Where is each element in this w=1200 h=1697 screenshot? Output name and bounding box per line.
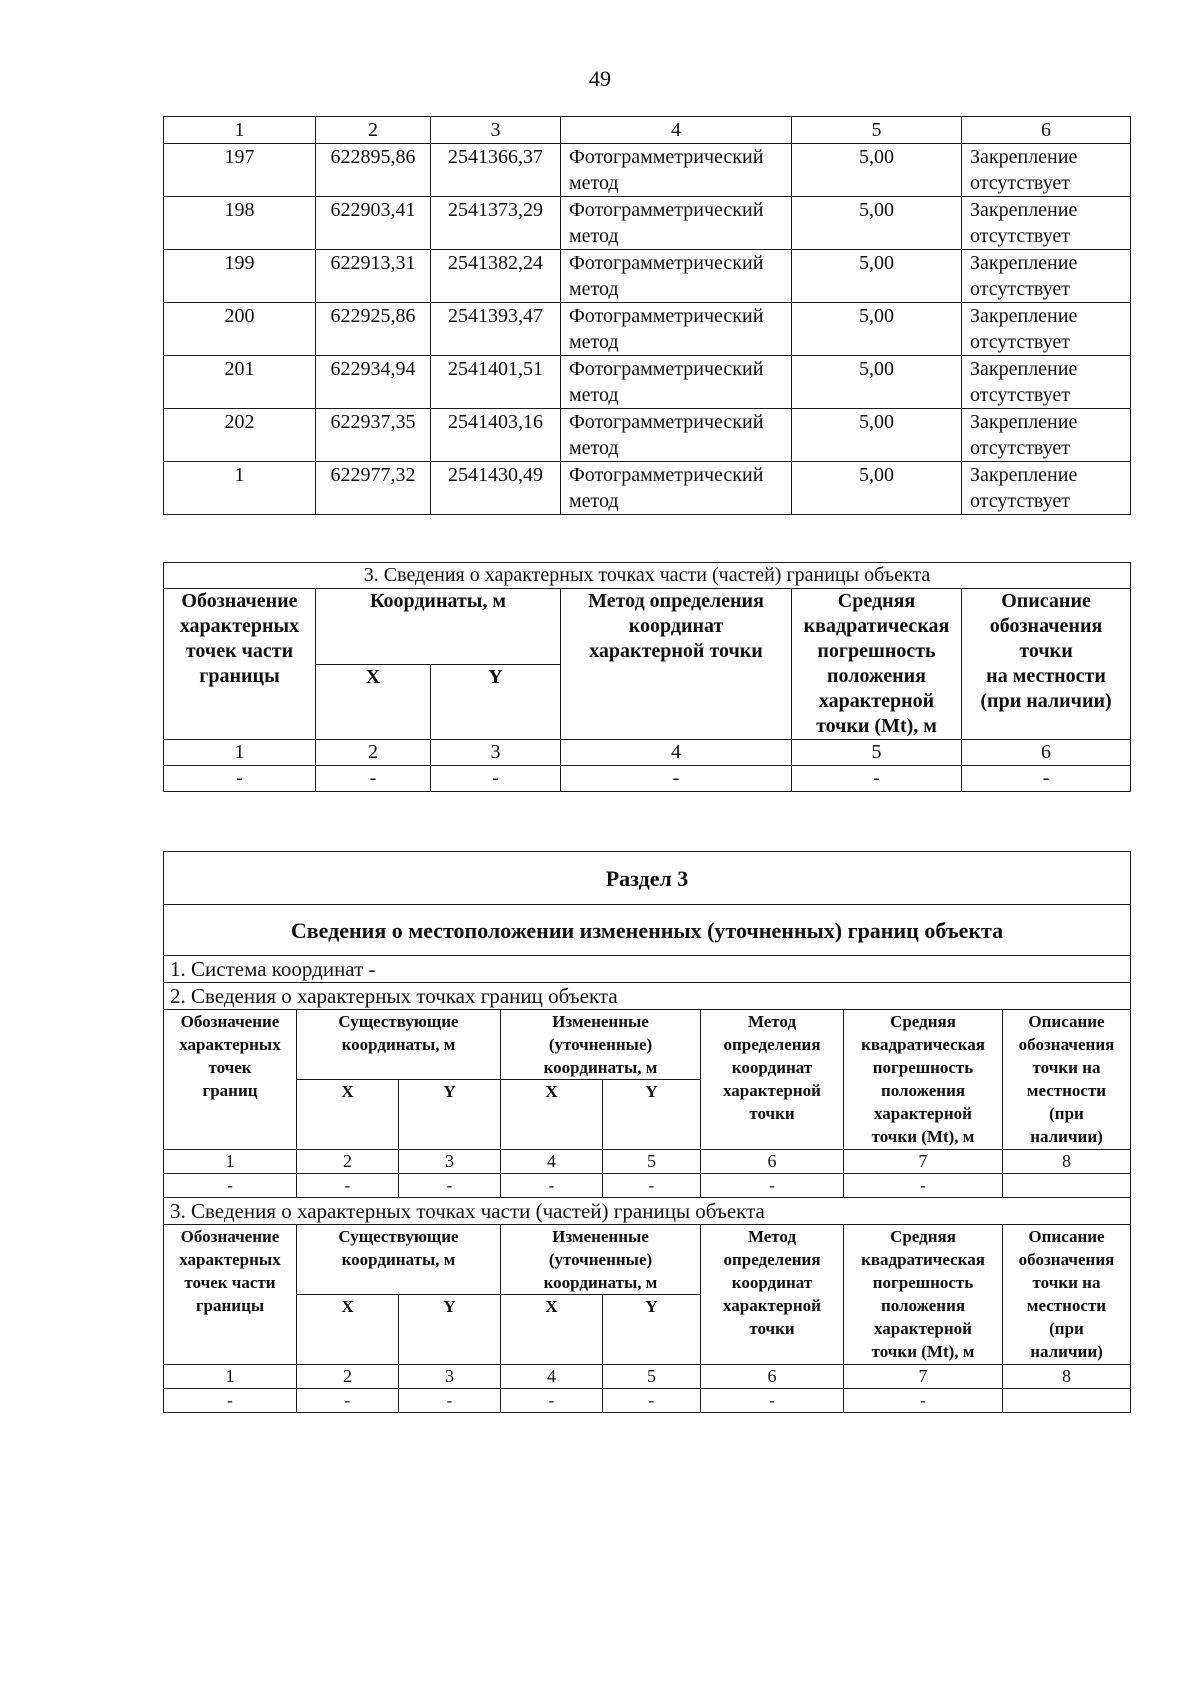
- x-coordinate-cell: 622913,31: [316, 250, 431, 303]
- col-header-description: Описание обозначения точки на местности (при наличии): [962, 589, 1131, 740]
- col-number: 6: [701, 1150, 844, 1174]
- table-cell: -: [792, 766, 962, 792]
- col-number-2: 2: [316, 117, 431, 144]
- table-cell: -: [164, 766, 316, 792]
- col-number: 7: [844, 1365, 1003, 1389]
- x-coordinate-cell: 622895,86: [316, 144, 431, 197]
- col-number-3: 3: [431, 117, 561, 144]
- table-cell: -: [431, 766, 561, 792]
- subsection-3-title: 3. Сведения о характерных точках части (частей) границы объекта: [164, 1198, 1131, 1225]
- table-row: [164, 356, 1131, 409]
- table-cell: -: [297, 1174, 399, 1198]
- table-row: [164, 303, 1131, 356]
- col-header-method: Метод определения координат характерной точки: [701, 1225, 844, 1365]
- points-table: [163, 116, 1131, 515]
- method-cell: Фотограмметрический метод: [561, 462, 792, 515]
- table-row: [164, 197, 1131, 250]
- table-row: [164, 1389, 1131, 1413]
- col-number: 5: [603, 1150, 701, 1174]
- table-cell: -: [399, 1389, 501, 1413]
- col-header-designation: Обозначение характерных точек части границы: [164, 589, 316, 740]
- table-cell: -: [962, 766, 1131, 792]
- method-cell: Фотограмметрический метод: [561, 144, 792, 197]
- page-number: 49: [589, 66, 611, 91]
- y-coordinate-cell: 2541366,37: [431, 144, 561, 197]
- method-cell: Фотограмметрический метод: [561, 409, 792, 462]
- error-cell: 5,00: [792, 462, 962, 515]
- description-cell: Закрепление отсутствует: [962, 144, 1131, 197]
- col-number-6: 6: [962, 117, 1131, 144]
- table-cell: -: [501, 1389, 603, 1413]
- col-header-x: X: [316, 664, 431, 740]
- point-id-cell: 201: [164, 356, 316, 409]
- point-id-cell: 197: [164, 144, 316, 197]
- description-cell: Закрепление отсутствует: [962, 409, 1131, 462]
- table-title: 3. Сведения о характерных точках части (частей) границы объекта: [164, 563, 1131, 589]
- col-number: 5: [792, 740, 962, 766]
- col-number: 3: [399, 1150, 501, 1174]
- part-boundary-table: [163, 562, 1131, 792]
- col-number: 3: [399, 1365, 501, 1389]
- col-number: 8: [1003, 1365, 1131, 1389]
- col-header-existing-coords: Существующие координаты, м: [297, 1225, 501, 1295]
- x-coordinate-cell: 622934,94: [316, 356, 431, 409]
- col-header-description: Описание обозначения точки на местности (при наличии): [1003, 1010, 1131, 1150]
- y-coordinate-cell: 2541373,29: [431, 197, 561, 250]
- col-header-designation: Обозначение характерных точек границ: [164, 1010, 297, 1150]
- table-cell: -: [844, 1389, 1003, 1413]
- col-number: 5: [603, 1365, 701, 1389]
- col-number: 1: [164, 1365, 297, 1389]
- method-cell: Фотограмметрический метод: [561, 197, 792, 250]
- method-cell: Фотограмметрический метод: [561, 250, 792, 303]
- col-number: 4: [501, 1150, 603, 1174]
- point-id-cell: 200: [164, 303, 316, 356]
- col-header-x: X: [501, 1080, 603, 1150]
- table-cell: -: [501, 1174, 603, 1198]
- table-cell: -: [164, 1174, 297, 1198]
- table-cell: -: [701, 1174, 844, 1198]
- coordinate-system-line: 1. Система координат -: [164, 956, 1131, 983]
- col-number: 6: [962, 740, 1131, 766]
- col-number: 2: [297, 1365, 399, 1389]
- col-number: 1: [164, 1150, 297, 1174]
- x-coordinate-cell: 622903,41: [316, 197, 431, 250]
- table-cell: [1003, 1389, 1131, 1413]
- method-cell: Фотограмметрический метод: [561, 303, 792, 356]
- section-subtitle: Сведения о местоположении измененных (уточненных) границ объекта: [164, 905, 1131, 956]
- col-header-existing-coords: Существующие координаты, м: [297, 1010, 501, 1080]
- y-coordinate-cell: 2541430,49: [431, 462, 561, 515]
- description-cell: Закрепление отсутствует: [962, 462, 1131, 515]
- table-numbers-row: [164, 1150, 1131, 1174]
- col-header-x: X: [297, 1295, 399, 1365]
- table-header-numbers-row: [164, 117, 1131, 144]
- error-cell: 5,00: [792, 144, 962, 197]
- col-header-description: Описание обозначения точки на местности (при наличии): [1003, 1225, 1131, 1365]
- col-header-changed-coords: Измененные (уточненные) координаты, м: [501, 1225, 701, 1295]
- point-id-cell: 199: [164, 250, 316, 303]
- table-numbers-row: [164, 740, 1131, 766]
- col-header-x: X: [501, 1295, 603, 1365]
- method-cell: Фотограмметрический метод: [561, 356, 792, 409]
- description-cell: Закрепление отсутствует: [962, 197, 1131, 250]
- table-row: [164, 1174, 1131, 1198]
- col-header-error: Средняя квадратическая погрешность положения характерной точки (Mt), м: [792, 589, 962, 740]
- col-header-method: Метод определения координат характерной точки: [561, 589, 792, 740]
- table-cell: -: [701, 1389, 844, 1413]
- table-cell: -: [399, 1174, 501, 1198]
- description-cell: Закрепление отсутствует: [962, 356, 1131, 409]
- table-cell: -: [164, 1389, 297, 1413]
- y-coordinate-cell: 2541403,16: [431, 409, 561, 462]
- table-cell: -: [844, 1174, 1003, 1198]
- table-cell: -: [603, 1389, 701, 1413]
- col-number: 2: [316, 740, 431, 766]
- error-cell: 5,00: [792, 356, 962, 409]
- col-number: 7: [844, 1150, 1003, 1174]
- col-number-1: 1: [164, 117, 316, 144]
- col-header-y: Y: [603, 1080, 701, 1150]
- col-header-x: X: [297, 1080, 399, 1150]
- col-header-changed-coords: Измененные (уточненные) координаты, м: [501, 1010, 701, 1080]
- x-coordinate-cell: 622937,35: [316, 409, 431, 462]
- col-header-y: Y: [399, 1295, 501, 1365]
- table-row: [164, 144, 1131, 197]
- table-cell: -: [297, 1389, 399, 1413]
- col-header-y: Y: [603, 1295, 701, 1365]
- col-header-y: Y: [431, 664, 561, 740]
- col-header-coordinates: Координаты, м: [316, 589, 561, 665]
- table-row: [164, 462, 1131, 515]
- col-header-method: Метод определения координат характерной точки: [701, 1010, 844, 1150]
- table-cell: [1003, 1174, 1131, 1198]
- col-number: 6: [701, 1365, 844, 1389]
- x-coordinate-cell: 622925,86: [316, 303, 431, 356]
- col-header-designation: Обозначение характерных точек части границы: [164, 1225, 297, 1365]
- point-id-cell: 202: [164, 409, 316, 462]
- error-cell: 5,00: [792, 250, 962, 303]
- col-header-y: Y: [399, 1080, 501, 1150]
- description-cell: Закрепление отсутствует: [962, 303, 1131, 356]
- table-numbers-row: [164, 1365, 1131, 1389]
- point-id-cell: 1: [164, 462, 316, 515]
- col-number: 1: [164, 740, 316, 766]
- table-row: [164, 250, 1131, 303]
- col-number: 3: [431, 740, 561, 766]
- col-number: 4: [501, 1365, 603, 1389]
- col-number-4: 4: [561, 117, 792, 144]
- table-cell: -: [561, 766, 792, 792]
- table-row: [164, 766, 1131, 792]
- table-cell: -: [316, 766, 431, 792]
- col-number: 8: [1003, 1150, 1131, 1174]
- error-cell: 5,00: [792, 197, 962, 250]
- x-coordinate-cell: 622977,32: [316, 462, 431, 515]
- y-coordinate-cell: 2541393,47: [431, 303, 561, 356]
- error-cell: 5,00: [792, 409, 962, 462]
- description-cell: Закрепление отсутствует: [962, 250, 1131, 303]
- col-header-error: Средняя квадратическая погрешность положения характерной точки (Mt), м: [844, 1225, 1003, 1365]
- error-cell: 5,00: [792, 303, 962, 356]
- col-number: 4: [561, 740, 792, 766]
- col-number-5: 5: [792, 117, 962, 144]
- col-header-error: Средняя квадратическая погрешность положения характерной точки (Mt), м: [844, 1010, 1003, 1150]
- section3-table: [163, 851, 1131, 1413]
- table-row: [164, 409, 1131, 462]
- table-cell: -: [603, 1174, 701, 1198]
- section-title: Раздел 3: [164, 852, 1131, 905]
- subsection-2-title: 2. Сведения о характерных точках границ объекта: [164, 983, 1131, 1010]
- point-id-cell: 198: [164, 197, 316, 250]
- y-coordinate-cell: 2541401,51: [431, 356, 561, 409]
- col-number: 2: [297, 1150, 399, 1174]
- y-coordinate-cell: 2541382,24: [431, 250, 561, 303]
